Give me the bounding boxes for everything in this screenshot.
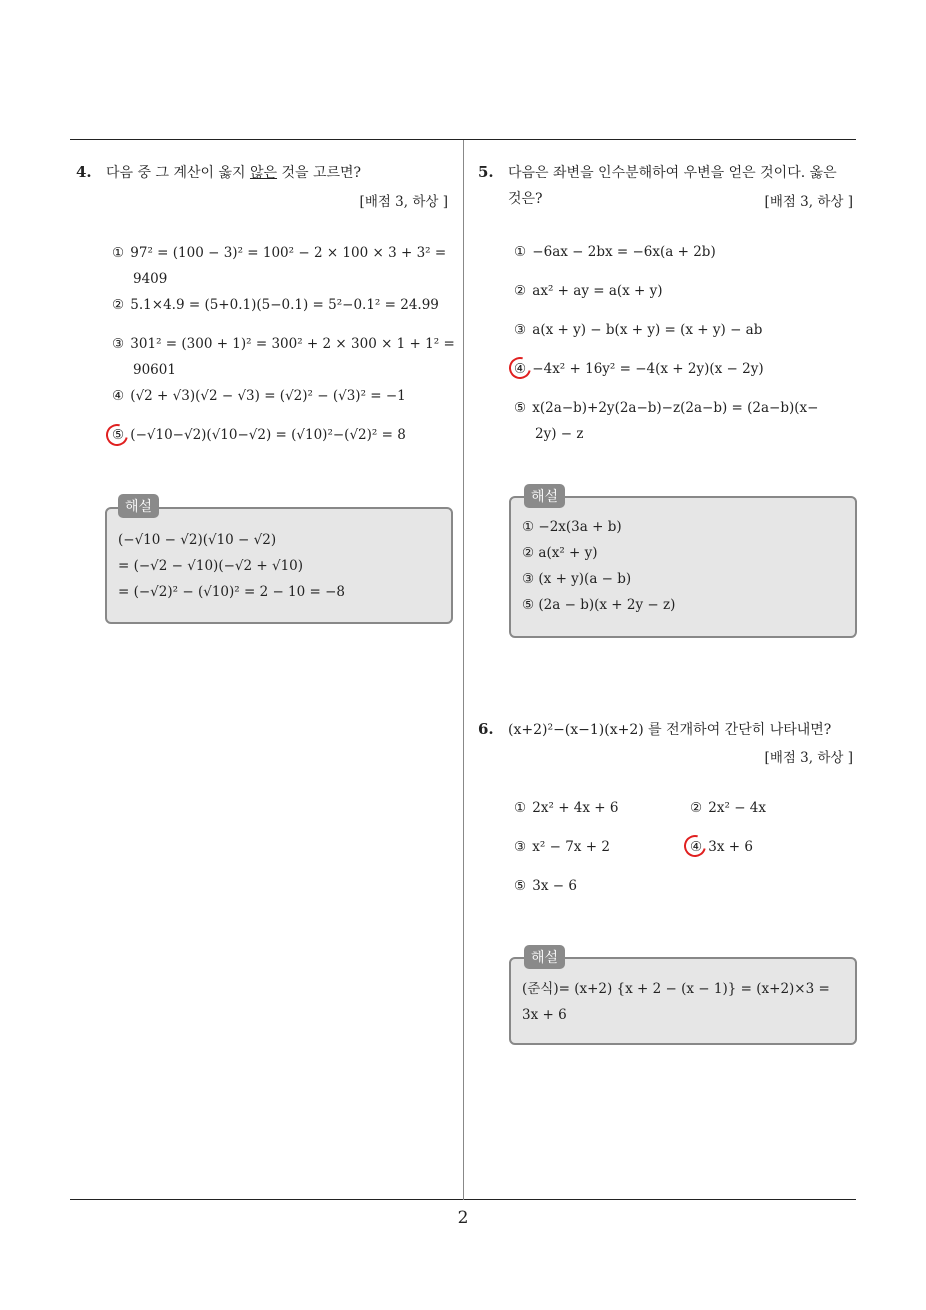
q6-choice-4[interactable]: ④ 3x + 6 xyxy=(689,839,753,855)
q4-choice-1[interactable]: ① 97² = (100 − 3)² = 100² − 2 × 100 × 3 + 3² = 9409 xyxy=(111,245,447,287)
column-divider xyxy=(463,140,464,1200)
q5-solution-line-2: ② a(x² + y) xyxy=(522,545,598,561)
q5-solution-line-3: ③ (x + y)(a − b) xyxy=(522,571,632,587)
q5-choice-5[interactable]: ⑤ x(2a−b)+2y(2a−b)−z(2a−b) = (2a−b)(x− 2y) − z xyxy=(513,400,819,442)
q5-solution-line-1: ① −2x(3a + b) xyxy=(522,519,622,535)
q4-solution-line-1: (−√10 − √2)(√10 − √2) xyxy=(118,532,277,548)
q5-choice-3[interactable]: ③ a(x + y) − b(x + y) = (x + y) − ab xyxy=(513,322,763,338)
q5-solution-line-4: ⑤ (2a − b)(x + 2y − z) xyxy=(522,597,676,613)
q6-solution-tag: 해설 xyxy=(524,945,565,969)
q4-choice-5[interactable]: ⑤ (−√10−√2)(√10−√2) = (√10)²−(√2)² = 8 xyxy=(111,427,406,443)
q4-choice-4[interactable]: ④ (√2 + √3)(√2 − √3) = (√2)² − (√3)² = −1 xyxy=(111,388,406,404)
q5-solution-tag: 해설 xyxy=(524,484,565,508)
q4-meta: [배점 3, 하상 ] xyxy=(359,194,448,210)
q6-solution-line-1: (준식)= (x+2) {x + 2 − (x − 1)} = (x+2)×3 = xyxy=(522,981,830,997)
q4-choice-2[interactable]: ② 5.1×4.9 = (5+0.1)(5−0.1) = 5²−0.1² = 24.99 xyxy=(111,297,439,313)
q6-solution-line-2: 3x + 6 xyxy=(522,1007,567,1023)
q5-meta: [배점 3, 하상 ] xyxy=(764,194,853,210)
page-number: 2 xyxy=(457,1208,469,1228)
q4-solution-line-3: = (−√2)² − (√10)² = 2 − 10 = −8 xyxy=(118,584,346,600)
q4-text: 다음 중 그 계산이 옳지 않은 것을 고르면? xyxy=(106,165,362,181)
q6-choice-2[interactable]: ② 2x² − 4x xyxy=(689,800,767,816)
q6-meta: [배점 3, 하상 ] xyxy=(764,750,853,766)
q4-solution-tag: 해설 xyxy=(118,494,159,518)
q6-number: 6. xyxy=(478,720,494,738)
q6-text: (x+2)²−(x−1)(x+2) 를 전개하여 간단히 나타내면? xyxy=(508,722,832,738)
q4-number: 4. xyxy=(76,163,92,181)
q6-choice-3[interactable]: ③ x² − 7x + 2 xyxy=(513,839,610,855)
q6-choice-1[interactable]: ① 2x² + 4x + 6 xyxy=(513,800,619,816)
q4-solution-line-2: = (−√2 − √10)(−√2 + √10) xyxy=(118,558,304,574)
q5-choice-1[interactable]: ① −6ax − 2bx = −6x(a + 2b) xyxy=(513,244,716,260)
q5-choice-4[interactable]: ④ −4x² + 16y² = −4(x + 2y)(x − 2y) xyxy=(513,361,764,377)
q5-text: 다음은 좌변을 인수분해하여 우변을 얻은 것이다. 옳은 것은? xyxy=(508,165,837,207)
q5-choice-2[interactable]: ② ax² + ay = a(x + y) xyxy=(513,283,663,299)
q6-choice-5[interactable]: ⑤ 3x − 6 xyxy=(513,878,577,894)
q4-choice-3[interactable]: ③ 301² = (300 + 1)² = 300² + 2 × 300 × 1 + 1² = 90601 xyxy=(111,336,455,378)
q5-number: 5. xyxy=(478,163,494,181)
